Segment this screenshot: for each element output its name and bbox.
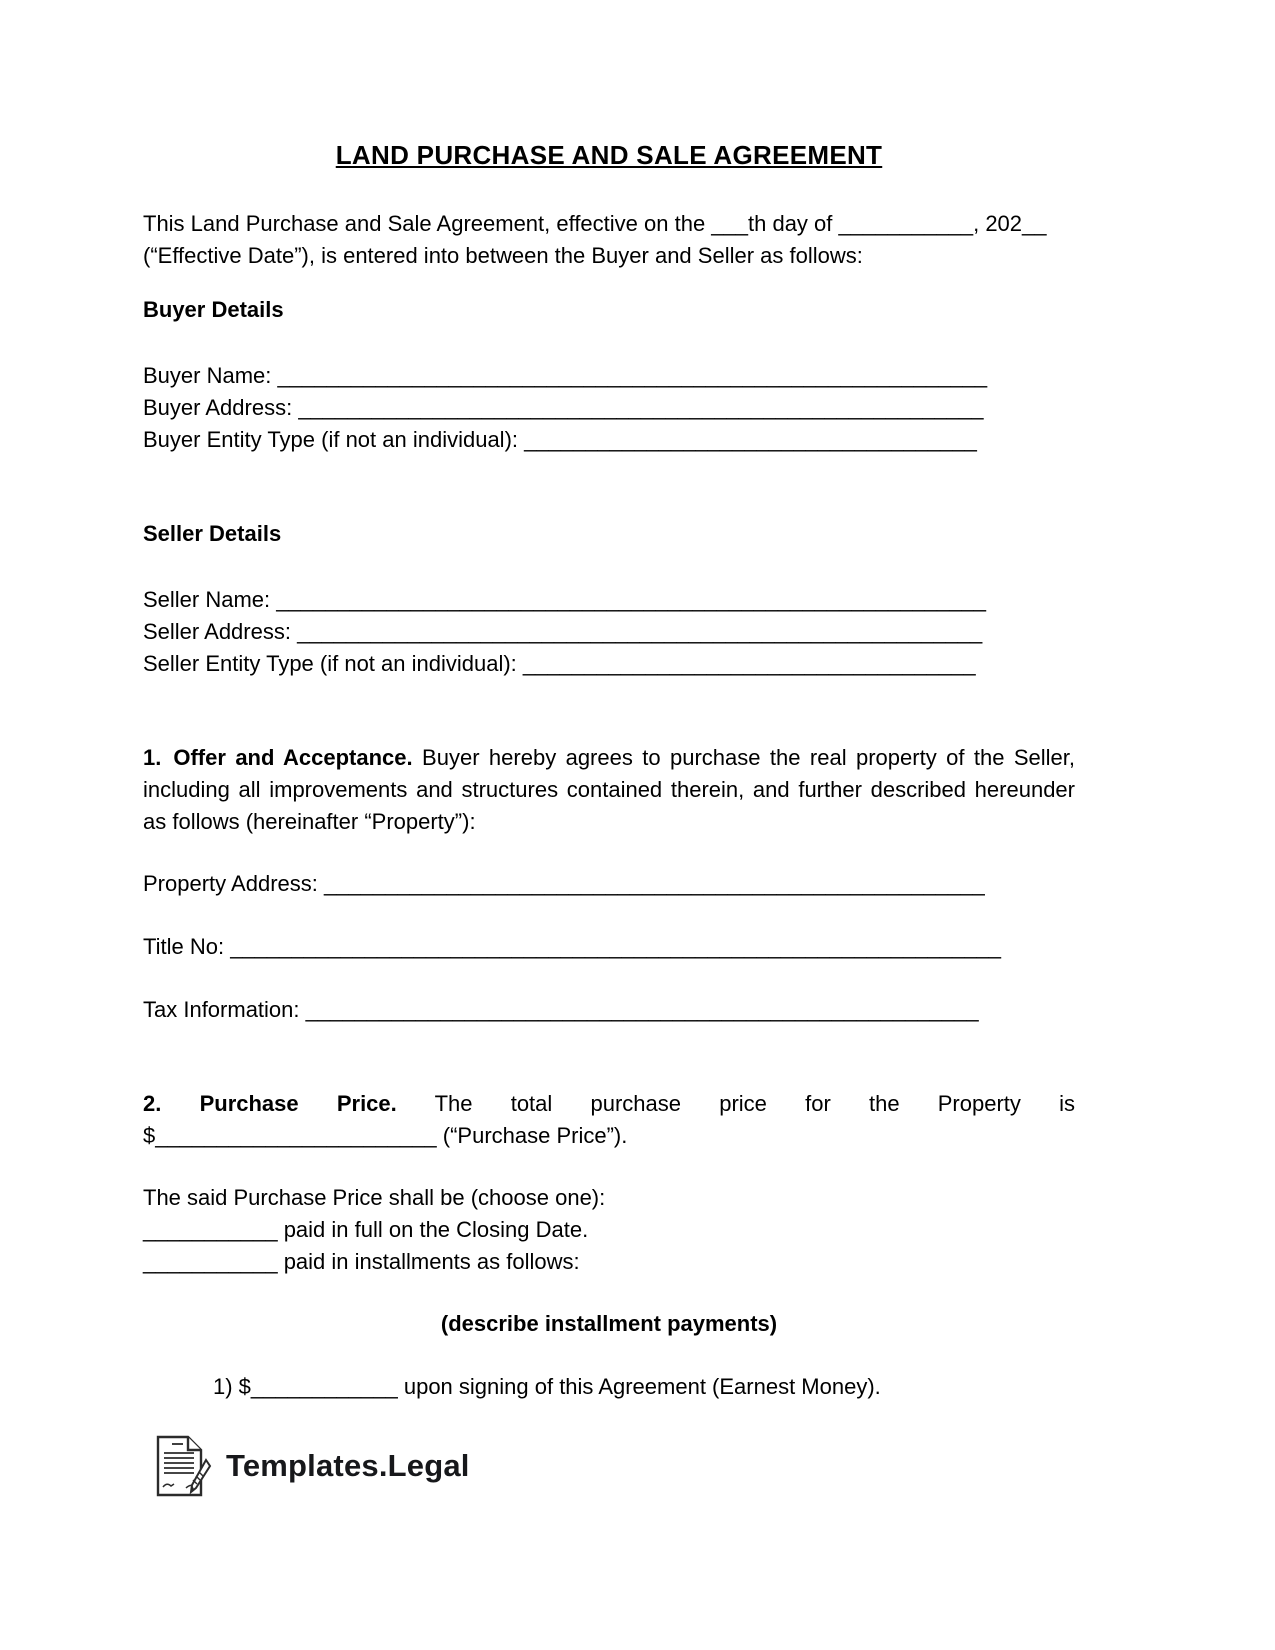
seller-address-blank: ________________________________________________________ [297, 619, 983, 644]
title-no-label: Title No: [143, 934, 225, 959]
buyer-address-blank: ________________________________________________________ [298, 395, 984, 420]
seller-name-blank: __________________________________________________________ [276, 587, 986, 612]
document-title: LAND PURCHASE AND SALE AGREEMENT [335, 140, 883, 170]
installment-item-earnest-money: 1) $____________ upon signing of this Agreement (Earnest Money). [213, 1374, 881, 1399]
brand-footer [150, 1432, 470, 1500]
section-1-title: Offer and Acceptance. [173, 745, 413, 770]
section-2-line-1 [143, 1088, 1075, 1120]
buyer-entity-type-field [143, 424, 1075, 456]
section-2-body: The total purchase price for the Property is [434, 1091, 1075, 1116]
tax-information-label: Tax Information: [143, 997, 300, 1022]
brand-name: Templates.Legal [226, 1448, 470, 1483]
seller-details-heading: Seller Details [143, 521, 282, 546]
property-address-label: Property Address: [143, 871, 318, 896]
buyer-name-blank: __________________________________________________________ [277, 363, 988, 388]
section-1-offer-acceptance [143, 742, 1075, 838]
property-address-blank: ______________________________________________________ [324, 871, 985, 896]
seller-fields [143, 584, 1075, 680]
seller-address-field [143, 616, 1075, 648]
buyer-address-label: Buyer Address: [143, 395, 293, 420]
title-no-blank: _______________________________________________________________ [230, 934, 1002, 959]
buyer-details-heading: Buyer Details [143, 297, 284, 322]
purchase-price-blank-line: $_______________________ (“Purchase Price”). [143, 1123, 628, 1148]
option-paid-installments: ___________ paid in installments as follows: [143, 1249, 580, 1274]
buyer-entity-type-label: Buyer Entity Type (if not an individual): [143, 427, 519, 452]
payment-choice-block [143, 1182, 1075, 1278]
option-paid-in-full: ___________ paid in full on the Closing Date. [143, 1217, 589, 1242]
seller-entity-type-label: Seller Entity Type (if not an individual): [143, 651, 517, 676]
choose-one-intro: The said Purchase Price shall be (choose one): [143, 1185, 606, 1210]
section-2-number: 2. [143, 1091, 162, 1116]
tax-information-field [143, 994, 1075, 1026]
intro-paragraph: This Land Purchase and Sale Agreement, effective on the ___th day of ___________, 202__ (“Effective Date”), is entered into between the Buyer and Seller as follows: [143, 211, 1047, 268]
buyer-entity-type-blank: _____________________________________ [524, 427, 977, 452]
section-2-purchase-price [143, 1088, 1075, 1152]
templates-legal-logo-icon [150, 1432, 212, 1500]
property-address-field [143, 868, 1075, 900]
seller-name-label: Seller Name: [143, 587, 271, 612]
describe-installments-note: (describe installment payments) [440, 1311, 778, 1336]
title-no-field [143, 931, 1075, 963]
seller-name-field [143, 584, 1075, 616]
seller-entity-type-field [143, 648, 1075, 680]
buyer-fields [143, 360, 1075, 456]
section-1-number: 1. [143, 745, 162, 770]
seller-address-label: Seller Address: [143, 619, 291, 644]
buyer-name-field [143, 360, 1075, 392]
buyer-name-label: Buyer Name: [143, 363, 272, 388]
buyer-address-field [143, 392, 1075, 424]
tax-information-blank: _______________________________________________________ [305, 997, 979, 1022]
section-2-title: Purchase Price. [199, 1091, 397, 1116]
seller-entity-type-blank: _____________________________________ [522, 651, 976, 676]
section-1-body: Buyer hereby agrees to purchase the real property of the Seller, including all improvements and structures contained therein, and further described hereunder as follows (hereinafter “Property”): [143, 745, 1075, 834]
